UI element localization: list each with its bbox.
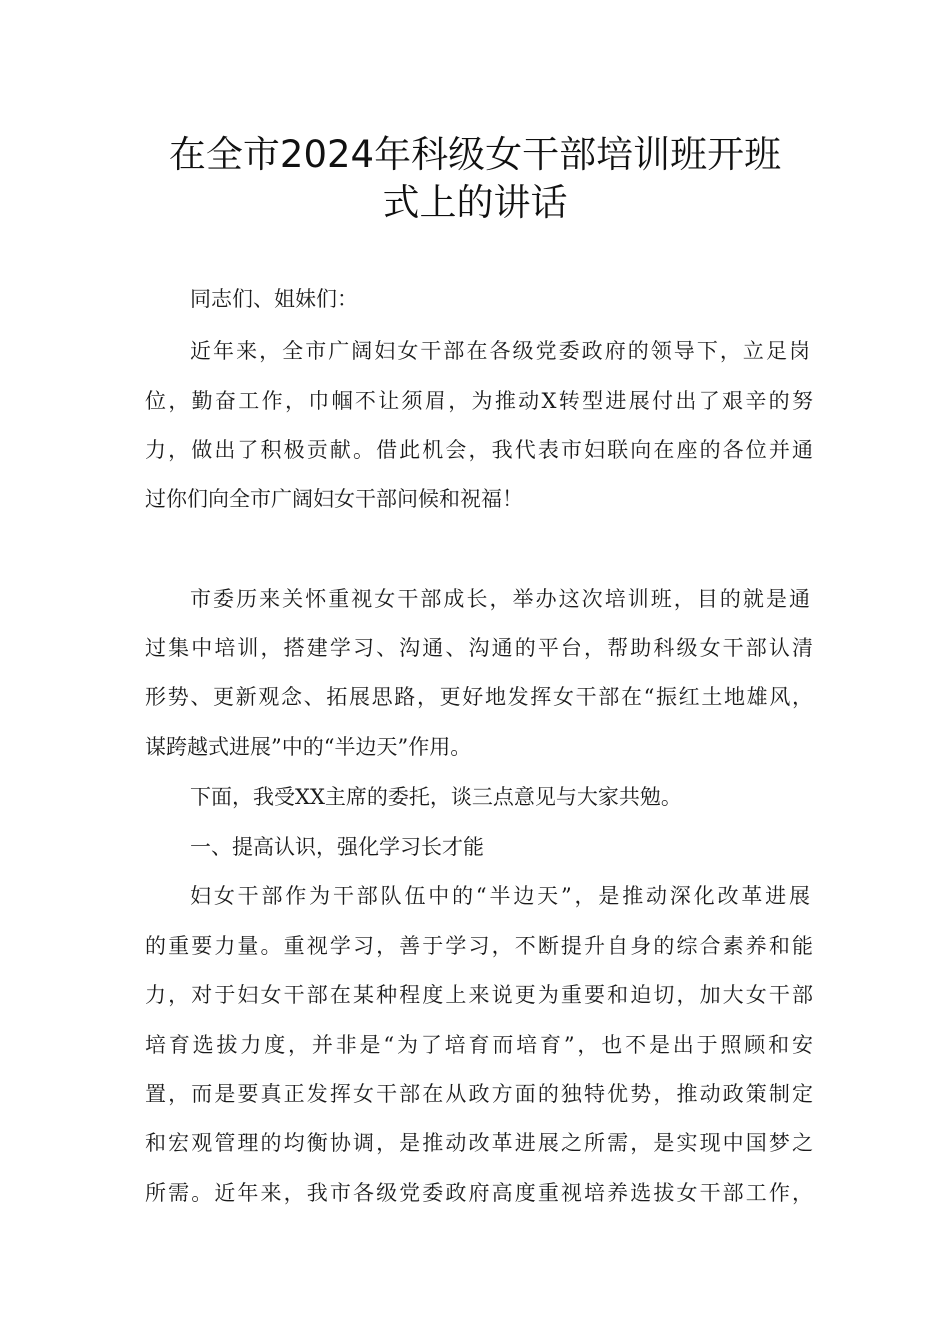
salutation: 同志们、姐妹们： [190, 287, 358, 311]
paragraph-4-line-3: 力，对于妇女干部在某种程度上来说更为重要和迫切，加大女干部 [145, 983, 813, 1007]
document-title-line-2: 式上的讲话 [382, 181, 568, 224]
paragraph-1-line-2: 位，勤奋工作，巾帼不让须眉，为推动X转型进展付出了艰辛的努 [145, 389, 813, 413]
section-1-heading: 一、提高认识，强化学习长才能 [190, 835, 484, 859]
paragraph-4-line-4: 培育选拔力度，并非是“为了培育而培育”，也不是出于照顾和安 [145, 1033, 813, 1057]
paragraph-4-line-7: 所需。近年来，我市各级党委政府高度重视培养选拔女干部工作， [145, 1181, 813, 1205]
paragraph-1-line-1: 近年来，全市广阔妇女干部在各级党委政府的领导下，立足岗 [190, 339, 810, 363]
paragraph-1-line-3: 力，做出了积极贡献。借此机会，我代表市妇联向在座的各位并通 [145, 438, 813, 462]
document-title-line-1: 在全市2024年科级女干部培训班开班 [168, 133, 782, 176]
paragraph-4-line-5: 置，而是要真正发挥女干部在从政方面的独特优势，推动政策制定 [145, 1082, 813, 1106]
paragraph-4-line-2: 的重要力量。重视学习，善于学习，不断提升自身的综合素养和能 [145, 934, 813, 958]
paragraph-2-line-3: 形势、更新观念、拓展思路，更好地发挥女干部在“振红土地雄风， [145, 685, 813, 709]
paragraph-2-line-1: 市委历来关怀重视女干部成长，举办这次培训班，目的就是通 [190, 587, 810, 611]
paragraph-2-line-2: 过集中培训，搭建学习、沟通、沟通的平台，帮助科级女干部认清 [145, 636, 813, 660]
paragraph-3: 下面，我受XX主席的委托，谈三点意见与大家共勉。 [190, 785, 682, 809]
paragraph-2-line-4: 谋跨越式进展”中的“半边天”作用。 [145, 735, 472, 759]
paragraph-1-line-4: 过你们向全市广阔妇女干部问候和祝福！ [145, 487, 523, 511]
paragraph-4-line-6: 和宏观管理的均衡协调，是推动改革进展之所需，是实现中国梦之 [145, 1131, 813, 1155]
paragraph-4-line-1: 妇女干部作为干部队伍中的“半边天”，是推动深化改革进展 [190, 884, 810, 908]
